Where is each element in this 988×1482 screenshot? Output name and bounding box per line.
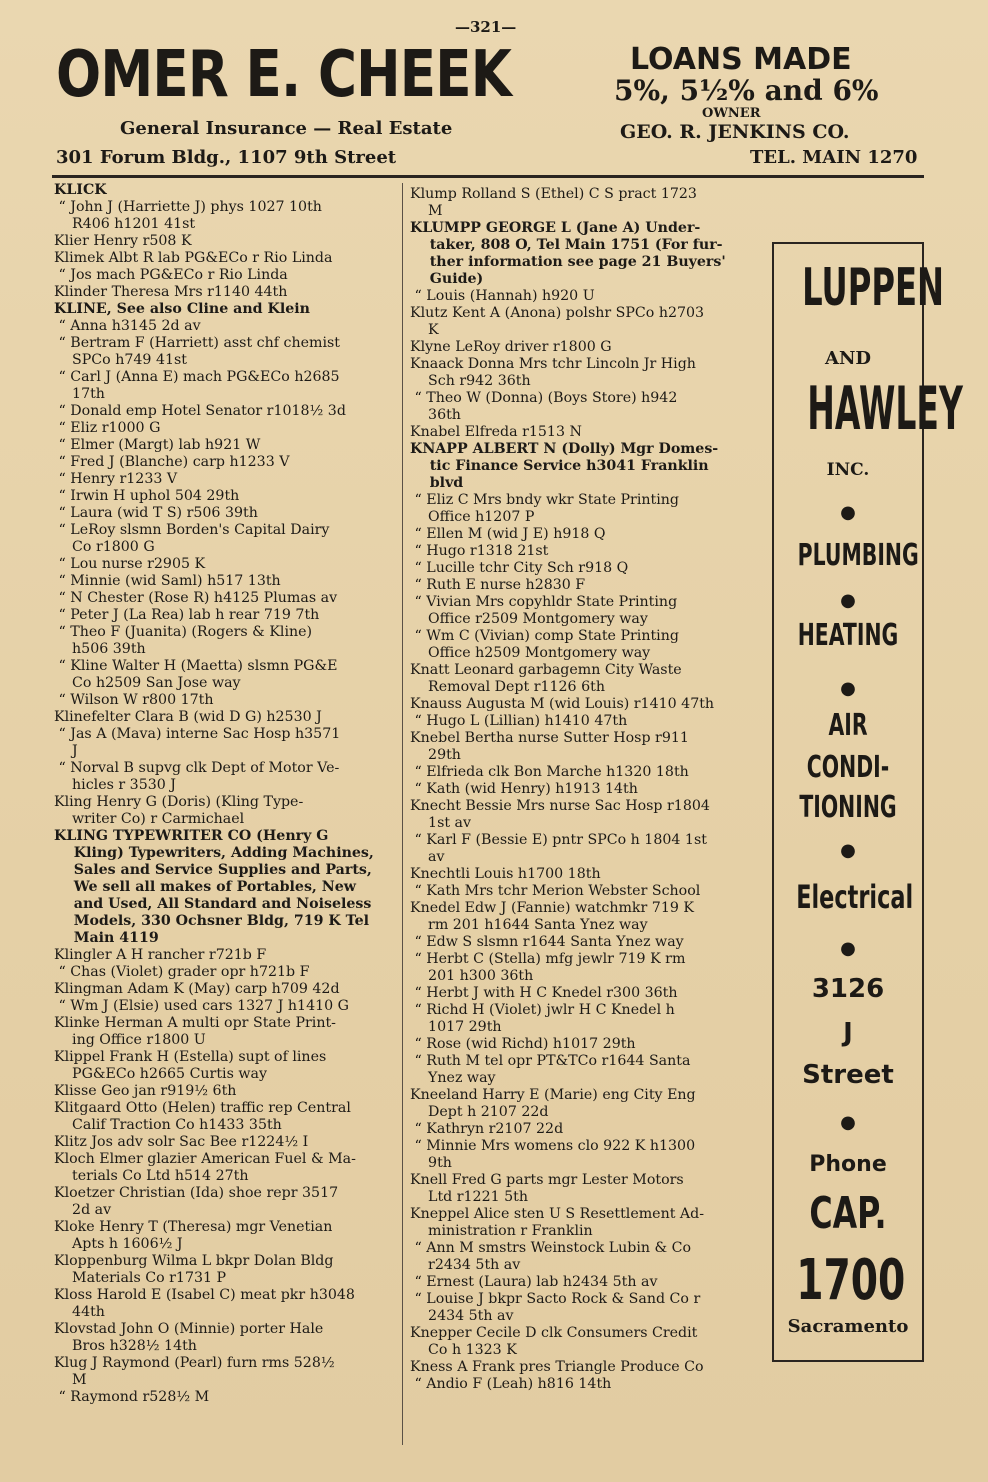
directory-entry-line: “ Eliz C Mrs bndy wkr State Printing (410, 492, 679, 508)
ad-phone-label: Phone (809, 1152, 887, 1177)
directory-entry-line: Klinder Theresa Mrs r1140 44th (54, 284, 288, 300)
directory-entry-line: “ N Chester (Rose R) h4125 Plumas av (54, 590, 338, 606)
directory-entry-line: 201 h300 36th (410, 968, 534, 984)
advertiser-name: OMER E. CHEEK (56, 38, 512, 112)
directory-entry-line: “ Kath Mrs tchr Merion Webster School (410, 883, 701, 899)
directory-entry-line: Ltd r1221 5th (410, 1189, 529, 1205)
directory-entry-line: “ Kath (wid Henry) h1913 14th (410, 781, 638, 797)
directory-entry-line: Klisse Geo jan r919½ 6th (54, 1083, 237, 1099)
directory-entry-line: Models, 330 Ochsner Bldg, 719 K Tel (54, 913, 370, 929)
directory-entry-line: Kloppenburg Wilma L bkpr Dolan Bldg (54, 1253, 334, 1269)
directory-entry-line: Klitz Jos adv solr Sac Bee r1224½ I (54, 1134, 309, 1150)
directory-entry-line: Co r1800 G (54, 539, 155, 555)
directory-entry-line: 36th (410, 407, 461, 423)
directory-entry-line: Kneppel Alice sten U S Resettlement Ad- (410, 1206, 705, 1222)
directory-column-right (410, 186, 762, 1393)
directory-entry-line: “ Kathryn r2107 22d (410, 1121, 564, 1137)
directory-entry-line: “ Hugo r1318 21st (410, 543, 549, 559)
directory-entry-line: Co h 1323 K (410, 1342, 517, 1358)
ad-street-number: 3126 (811, 974, 885, 1004)
directory-entry-line: “ Ernest (Laura) lab h2434 5th av (410, 1274, 658, 1290)
directory-entry-line: M (410, 203, 443, 219)
directory-entry-line: Knepper Cecile D clk Consumers Credit (410, 1325, 698, 1341)
bullet-icon: ● (840, 678, 856, 699)
directory-entry-line: 29th (410, 747, 461, 763)
directory-entry-line: and Used, All Standard and Noiseless (54, 896, 372, 912)
ad-air: AIR (828, 708, 868, 743)
directory-entry-line: “ John J (Harriette J) phys 1027 10th (54, 199, 322, 215)
directory-entry-line: Kling Henry G (Doris) (Kling Type- (54, 794, 304, 810)
directory-entry-line: “ Fred J (Blanche) carp h1233 V (54, 454, 290, 470)
directory-entry-line: We sell all makes of Portables, New (54, 879, 357, 895)
directory-entry-line: Klippel Frank H (Estella) supt of lines (54, 1049, 327, 1065)
directory-entry-line: h506 39th (54, 641, 146, 657)
directory-entry-line: 44th (54, 1304, 105, 1320)
directory-entry-line: r2434 5th av (410, 1257, 521, 1273)
directory-entry-line: Knedel Edw J (Fannie) watchmkr 719 K (410, 900, 694, 916)
directory-entry-line: “ Wm J (Elsie) used cars 1327 J h1410 G (54, 998, 349, 1014)
page-number: —321— (455, 18, 517, 36)
luppen-hawley-advertisement (772, 242, 963, 1362)
directory-entry-line: “ Ruth E nurse h2830 F (410, 577, 586, 593)
directory-entry-line: “ Henry r1233 V (54, 471, 178, 487)
directory-entry-line: “ Wm C (Vivian) comp State Printing (410, 628, 679, 644)
bullet-icon: ● (840, 502, 856, 523)
directory-entry-line: Apts h 1606½ J (54, 1236, 183, 1252)
directory-entry-line: “ Minnie Mrs womens clo 922 K h1300 (410, 1138, 696, 1154)
directory-entry-line: “ Theo W (Donna) (Boys Store) h942 (410, 390, 678, 406)
directory-entry-line: Office h2509 Montgomery way (410, 645, 651, 661)
directory-entry-line: “ Bertram F (Harriett) asst chf chemist (54, 335, 340, 351)
directory-entry-line: Knauss Augusta M (wid Louis) r1410 47th (410, 696, 715, 712)
directory-entry-line: taker, 808 O, Tel Main 1751 (For fur- (410, 237, 723, 253)
owner-name: GEO. R. JENKINS CO. (620, 121, 850, 143)
directory-entry-line: “ Jos mach PG&ECo r Rio Linda (54, 267, 288, 283)
loans-heading: LOANS MADE (630, 42, 852, 77)
directory-entry-line: “ Norval B supvg clk Dept of Motor Ve- (54, 760, 340, 776)
directory-entry-line: SPCo h749 41st (54, 352, 187, 368)
directory-entry-line: “ Kline Walter H (Maetta) slsmn PG&E (54, 658, 338, 674)
directory-entry-line: “ Peter J (La Rea) lab h rear 719 7th (54, 607, 320, 623)
directory-entry-line: Kloke Henry T (Theresa) mgr Venetian (54, 1219, 333, 1235)
directory-entry-line: “ Karl F (Bessie E) pntr SPCo h 1804 1st (410, 832, 707, 848)
directory-entry-line: Kloetzer Christian (Ida) shoe repr 3517 (54, 1185, 339, 1201)
directory-entry-line: KNAPP ALBERT N (Dolly) Mgr Domes- (410, 441, 719, 457)
directory-entry-line: Removal Dept r1126 6th (410, 679, 605, 695)
directory-entry-line: Kneeland Harry E (Marie) eng City Eng (410, 1087, 696, 1103)
directory-entry-line: ing Office r1800 U (54, 1032, 206, 1048)
directory-entry-line: “ Richd H (Violet) jwlr H C Knedel h (410, 1002, 675, 1018)
directory-entry-line: “ Rose (wid Richd) h1017 29th (410, 1036, 636, 1052)
directory-entry-line: Kness A Frank pres Triangle Produce Co (410, 1359, 704, 1375)
directory-entry-line: “ Elmer (Margt) lab h921 W (54, 437, 261, 453)
directory-entry-line: Klitgaard Otto (Helen) traffic rep Central (54, 1100, 351, 1116)
directory-entry-line: Knell Fred G parts mgr Lester Motors (410, 1172, 684, 1188)
directory-entry-line: writer Co) r Carmichael (54, 811, 245, 827)
directory-entry-line: Klovstad John O (Minnie) porter Hale (54, 1321, 324, 1337)
directory-entry-line: 1st av (410, 815, 472, 831)
directory-entry-line: Klimek Albt R lab PG&ECo r Rio Linda (54, 250, 333, 266)
directory-entry-line: Kling) Typewriters, Adding Machines, (54, 845, 374, 861)
directory-entry-line: KLINE, See also Cline and Klein (54, 301, 310, 317)
directory-entry-line: “ Eliz r1000 G (54, 420, 161, 436)
directory-entry-line: Klingman Adam K (May) carp h709 42d (54, 981, 340, 997)
directory-entry-line: Klump Rolland S (Ethel) C S pract 1723 (410, 186, 697, 202)
directory-entry-line: Knecht Bessie Mrs nurse Sac Hosp r1804 (410, 798, 710, 814)
directory-entry-line: KLICK (54, 182, 107, 198)
ad-street-letter: J (843, 1018, 853, 1048)
ad-electrical: Electrical (796, 878, 914, 916)
directory-entry-line: “ Hugo L (Lillian) h1410 47th (410, 713, 628, 729)
directory-entry-line: ther information see page 21 Buyers' (410, 254, 726, 270)
directory-entry-line: Sales and Service Supplies and Parts, (54, 862, 372, 878)
directory-entry-line: KLUMPP GEORGE L (Jane A) Under- (410, 220, 701, 236)
directory-entry-line: Ynez way (410, 1070, 496, 1086)
directory-entry-line: Klier Henry r508 K (54, 233, 192, 249)
advertiser-address: 301 Forum Bldg., 1107 9th Street (56, 147, 397, 168)
directory-entry-line: “ Herbt C (Stella) mfg jewlr 719 K rm (410, 951, 686, 967)
advertiser-telephone: TEL. MAIN 1270 (750, 147, 918, 168)
directory-entry-line: R406 h1201 41st (54, 216, 196, 232)
directory-entry-line: “ Lucille tchr City Sch r918 Q (410, 560, 629, 576)
directory-entry-line: av (410, 849, 445, 865)
directory-entry-line: Kloch Elmer glazier American Fuel & Ma- (54, 1151, 356, 1167)
directory-entry-line: Sch r942 36th (410, 373, 531, 389)
directory-entry-line: Office h1207 P (410, 509, 535, 525)
directory-entry-line: “ Lou nurse r2905 K (54, 556, 206, 572)
advertiser-services: General Insurance — Real Estate (120, 118, 453, 139)
directory-entry-line: “ Jas A (Mava) interne Sac Hosp h3571 (54, 726, 341, 742)
directory-entry-line: hicles r 3530 J (54, 777, 176, 793)
ad-and: AND (824, 348, 872, 369)
directory-entry-line: Klinke Herman A multi opr State Print- (54, 1015, 336, 1031)
directory-entry-line: Office r2509 Montgomery way (410, 611, 648, 627)
ad-plumbing: PLUMBING (797, 538, 919, 573)
directory-entry-line: Knebel Bertha nurse Sutter Hosp r911 (410, 730, 689, 746)
directory-entry-line: Klug J Raymond (Pearl) furn rms 528½ (54, 1355, 335, 1371)
directory-entry-line: “ Ellen M (wid J E) h918 Q (410, 526, 606, 542)
bullet-icon: ● (840, 590, 856, 611)
ad-heating: HEATING (797, 618, 899, 653)
directory-entry-line: “ Wilson W r800 17th (54, 692, 214, 708)
ad-phone-exchange: CAP. (809, 1188, 887, 1239)
directory-entry-line: K (410, 322, 439, 338)
directory-entry-line: Materials Co r1731 P (54, 1270, 227, 1286)
directory-entry-line: ministration r Franklin (410, 1223, 593, 1239)
directory-entry-line: tic Finance Service h3041 Franklin (410, 458, 709, 474)
directory-entry-line: “ Louis (Hannah) h920 U (410, 288, 595, 304)
directory-entry-line: “ Raymond r528½ M (54, 1389, 210, 1405)
ad-phone-number: 1700 (796, 1248, 906, 1313)
directory-entry-line: 2d av (54, 1202, 112, 1218)
directory-entry-line: Guide) (410, 271, 484, 287)
directory-entry-line: M (54, 1372, 87, 1388)
directory-entry-line: PG&ECo h2665 Curtis way (54, 1066, 267, 1082)
ad-company-name-2: HAWLEY (807, 374, 963, 444)
directory-entry-line: “ Ruth M tel opr PT&TCo r1644 Santa (410, 1053, 691, 1069)
directory-entry-line: KLING TYPEWRITER CO (Henry G (54, 828, 329, 844)
directory-entry-line: rm 201 h1644 Santa Ynez way (410, 917, 648, 933)
loan-rates: 5%, 5½% and 6% (614, 74, 879, 107)
directory-entry-line: “ LeRoy slsmn Borden's Capital Dairy (54, 522, 330, 538)
directory-entry-line: 17th (54, 386, 105, 402)
directory-entry-line: 1017 29th (410, 1019, 502, 1035)
ad-company-name-1: LUPPEN (802, 258, 944, 318)
ad-street: Street (802, 1060, 894, 1090)
directory-entry-line: “ Theo F (Juanita) (Rogers & Kline) (54, 624, 313, 640)
directory-column-left (54, 182, 396, 1406)
directory-entry-line: “ Louise J bkpr Sacto Rock & Sand Co r (410, 1291, 701, 1307)
directory-entry-line: “ Irwin H uphol 504 29th (54, 488, 240, 504)
directory-entry-line: Klyne LeRoy driver r1800 G (410, 339, 612, 355)
directory-entry-line: Calif Traction Co h1433 35th (54, 1117, 282, 1133)
bullet-icon: ● (840, 1112, 856, 1133)
directory-entry-line: 9th (410, 1155, 452, 1171)
directory-entry-line: Knechtli Louis h1700 18th (410, 866, 601, 882)
ad-inc: INC. (826, 460, 870, 480)
directory-entry-line: terials Co Ltd h514 27th (54, 1168, 249, 1184)
directory-entry-line: Knatt Leonard garbagemn City Waste (410, 662, 682, 678)
directory-entry-line: “ Elfrieda clk Bon Marche h1320 18th (410, 764, 689, 780)
directory-entry-line: “ Laura (wid T S) r506 39th (54, 505, 258, 521)
directory-entry-line: “ Carl J (Anna E) mach PG&ECo h2685 (54, 369, 340, 385)
owner-label: OWNER (702, 106, 761, 121)
directory-entry-line: Klingler A H rancher r721b F (54, 947, 267, 963)
directory-entry-line: “ Herbt J with H C Knedel r300 36th (410, 985, 678, 1001)
directory-entry-line: “ Minnie (wid Saml) h517 13th (54, 573, 281, 589)
directory-entry-line: Klinefelter Clara B (wid D G) h2530 J (54, 709, 322, 725)
directory-entry-line: Co h2509 San Jose way (54, 675, 241, 691)
directory-entry-line: “ Vivian Mrs copyhldr State Printing (410, 594, 678, 610)
bullet-icon: ● (840, 938, 856, 959)
directory-entry-line: “ Anna h3145 2d av (54, 318, 201, 334)
directory-entry-line: 2434 5th av (410, 1308, 514, 1324)
directory-entry-line: “ Edw S slsmn r1644 Santa Ynez way (410, 934, 684, 950)
directory-entry-line: “ Ann M smstrs Weinstock Lubin & Co (410, 1240, 692, 1256)
directory-entry-line: Kloss Harold E (Isabel C) meat pkr h3048 (54, 1287, 355, 1303)
column-divider (402, 183, 403, 1445)
directory-entry-line: Main 4119 (54, 930, 159, 946)
directory-entry-line: blvd (410, 475, 464, 491)
ad-city: Sacramento (787, 1316, 909, 1337)
directory-entry-line: Knabel Elfreda r1513 N (410, 424, 582, 440)
directory-entry-line: Klutz Kent A (Anona) polshr SPCo h2703 (410, 305, 705, 321)
ad-tioning: TIONING (799, 790, 897, 825)
directory-entry-line: Dept h 2107 22d (410, 1104, 549, 1120)
directory-entry-line: Bros h328½ 14th (54, 1338, 197, 1354)
directory-entry-line: “ Donald emp Hotel Senator r1018½ 3d (54, 403, 346, 419)
bullet-icon: ● (840, 840, 856, 861)
directory-entry-line: Knaack Donna Mrs tchr Lincoln Jr High (410, 356, 696, 372)
directory-entry-line: “ Chas (Violet) grader opr h721b F (54, 964, 310, 980)
directory-entry-line: J (54, 743, 78, 759)
header-divider (52, 175, 924, 178)
directory-entry-line: “ Andio F (Leah) h816 14th (410, 1376, 612, 1392)
ad-condi: CONDI- (806, 750, 890, 785)
